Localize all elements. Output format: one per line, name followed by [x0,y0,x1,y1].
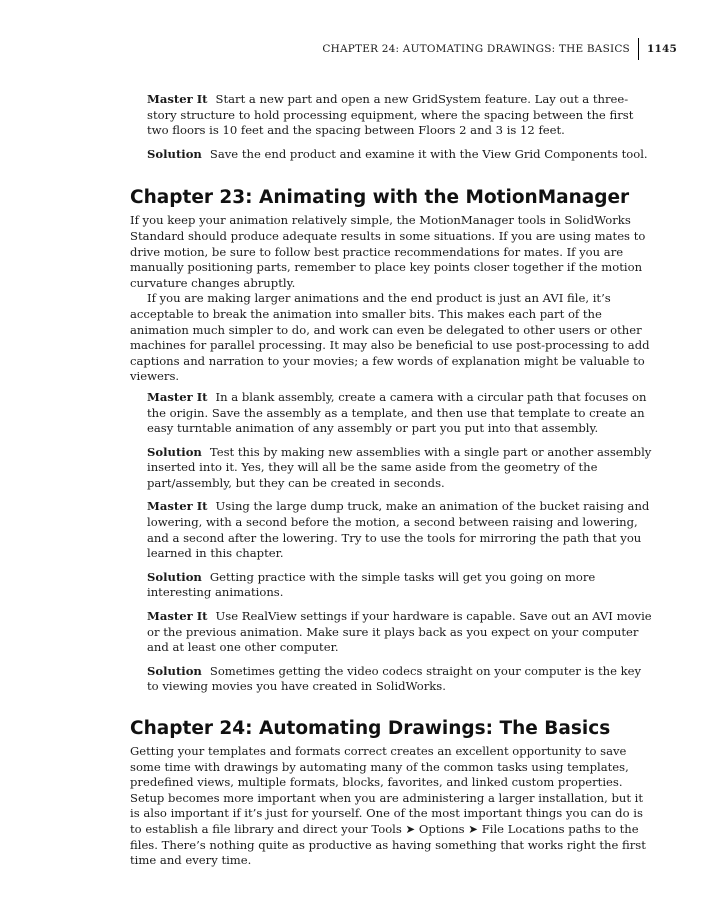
item-label: Master It [147,92,208,106]
item-label: Master It [147,389,208,404]
solution-item [147,570,652,601]
solution-item [147,445,652,492]
chapter-23-paragraph: If you keep your animation relatively simple, the MotionManager tools in SolidWorks Standard should produce adequate results in some situations. If you are using mates to drive motion, be sure to follow best practice recommendations for mates. If you are manually positioning parts, remember to place key points closer together if the motion curvature changes abruptly. [130,213,646,290]
item-text: Getting practice with the simple tasks will get you going on more interesting animations. [147,569,596,600]
item-label: Solution [147,663,202,678]
chapter-24-paragraph: Getting your templates and formats correct creates an excellent opportunity to save some time with drawings by automating many of the common tasks using templates, predefined views, multiple formats, blocks, favorites, and linked custom properties. Setup becomes more important when you are administering a larger installation, but it is also important if it’s just for yourself. One of the most important things you can do is to establish a file library and direct your Tools ➤ Options ➤ File Locations paths to the files. There’s nothing quite as productive as having something that works right the first time and every time. [130,744,646,868]
item-text: Save the end product and examine it with the View Grid Components tool. [209,146,648,161]
master-it-item [147,390,652,437]
item-label: Master It [147,609,208,624]
item-text: In a blank assembly, create a camera with a circular path that focuses on the origin. Save the assembly as a template, and then use that template to create an easy turntable animation of any assembly or part you put into that assembly. [147,389,647,436]
item-label: Solution [147,569,202,584]
chapter-24-heading: Chapter 24: Automating Drawings: The Basics [130,718,611,739]
item-label: Solution [147,444,202,459]
item-text: Start a new part and open a new GridSystem feature. Lay out a three-story structure to hold processing equipment, where the spacing between the first two floors is 10 feet and the spacing between Floors 2 and 3 is 12 feet. [147,92,634,138]
page-content [130,92,652,869]
item-label: Solution [147,146,202,161]
chapter-23-heading: Chapter 23: Animating with the MotionManager [130,187,630,209]
item-text: Test this by making new assemblies with a single part or another assembly inserted into it. Yes, they will all be the same aside from the geometry of the part/assembly, but they can be created in seconds. [147,444,652,490]
chapter-23-paragraph: If you are making larger animations and the end product is just an AVI file, it’s acceptable to break the animation into smaller bits. This makes each part of the animation much simpler to do, and work can even be delegated to other users or other machines for parallel processing. It may also be beneficial to use post-processing to add captions and narration to your movies; a few words of explanation might be valuable to viewers. [130,291,650,384]
running-title: CHAPTER 24: AUTOMATING DRAWINGS: THE BASICS [322,38,639,60]
item-text: Using the large dump truck, make an animation of the bucket raising and lowering, with a second before the motion, a second between raising and lowering, and a second after the lowering. Try to use the tools for mirroring the path that you learned in this chapter. [147,499,650,561]
solution-item [147,664,652,695]
master-it-item [147,609,652,656]
running-header [322,38,677,60]
master-it-item [147,499,652,561]
master-it-item [147,92,652,139]
item-text: Use RealView settings if your hardware is capable. Save out an AVI movie or the previous animation. Make sure it plays back as you expect on your computer and at least one other computer. [147,609,652,655]
item-label: Master It [147,499,208,514]
solution-item [147,147,652,163]
page-number: 1145 [646,43,677,55]
item-text: Sometimes getting the video codecs straight on your computer is the key to viewing movies you have created in SolidWorks. [147,663,642,694]
